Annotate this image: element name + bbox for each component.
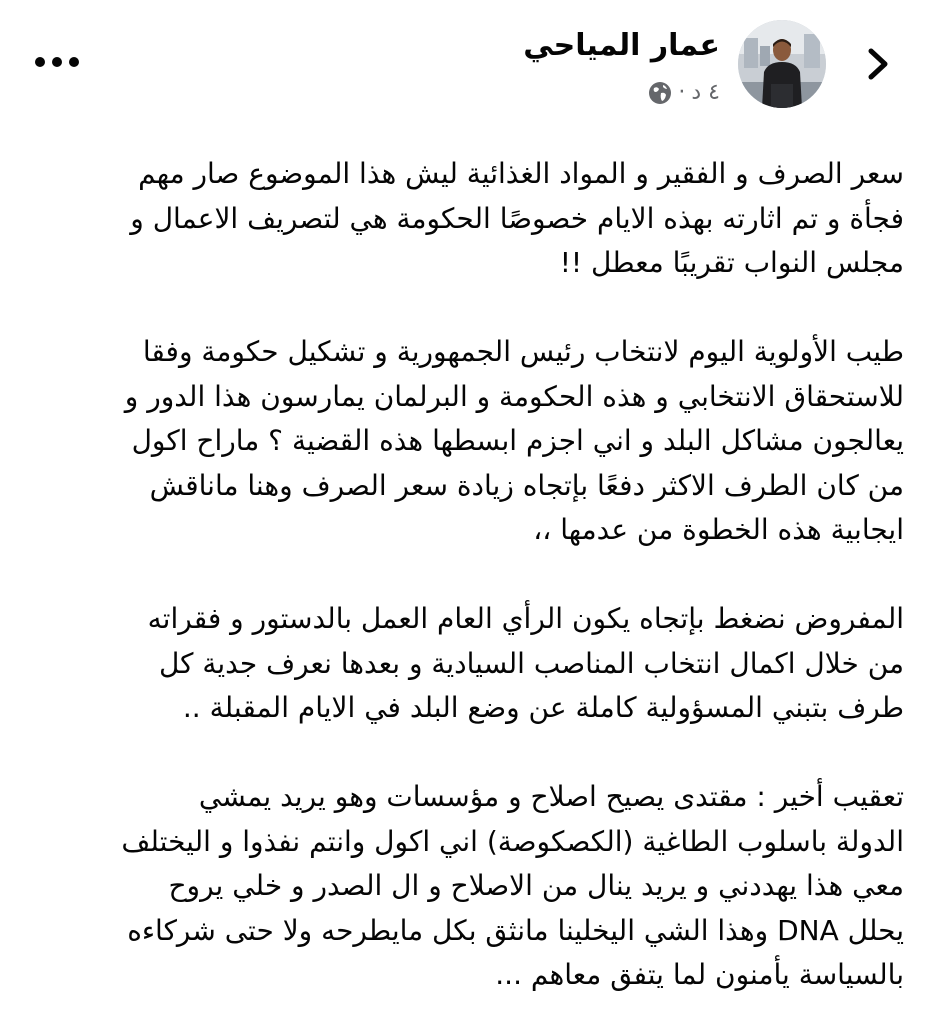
post-text-line: فجأة و تم اثارته بهذه الايام خصوصًا الحكومة هي لتصريف الاعمال و	[130, 201, 904, 235]
post-paragraph	[28, 152, 904, 286]
avatar[interactable]	[738, 20, 826, 108]
post-text-line: من كان الطرف الاكثر دفعًا بإتجاه زيادة سعر الصرف وهنا ماناقش	[149, 468, 904, 502]
avatar-photo	[738, 20, 826, 108]
post-text-line: تعقيب أخير : مقتدى يصيح اصلاح و مؤسسات وهو يريد يمشي	[198, 780, 904, 813]
chevron-right-icon	[865, 47, 891, 81]
post-text-line: سعر الصرف و الفقير و المواد الغذائية ليش هذا الموضوع صار مهم	[138, 157, 904, 190]
post-paragraph	[28, 330, 904, 553]
post-header	[0, 0, 932, 120]
post-text-line: الدولة باسلوب الطاغية (الكصكوصة) اني اكول وانتم نفذوا و اليختلف	[121, 824, 904, 858]
more-options-button[interactable]	[30, 42, 84, 82]
meta-separator: ·	[678, 80, 686, 105]
post-text-line: يعالجون مشاكل البلد و اني اجزم ابسطها هذه القضية ؟ ماراح اكول	[131, 424, 904, 457]
post-paragraph	[28, 597, 904, 731]
post-text-line: ايجابية هذه الخطوة من عدمها ،،	[533, 513, 904, 546]
post-time[interactable]: ٤ د	[691, 80, 720, 105]
post-meta	[648, 80, 720, 105]
post-text-line: مجلس النواب تقريبًا معطل !!	[559, 246, 904, 279]
post-paragraph	[28, 775, 904, 998]
back-button[interactable]	[858, 44, 898, 84]
post-text-line: بالسياسة يأمنون لما يتفق معاهم ...	[495, 958, 904, 991]
post-text-line: يحلل DNA وهذا الشي اليخلينا مانثق بكل مايطرحه ولا حتى شركاءه	[127, 913, 904, 947]
post-text-line: من خلال اكمال انتخاب المناصب السيادية و بعدها نعرف جدية كل	[158, 646, 904, 680]
more-dots-icon	[34, 56, 80, 68]
globe-icon[interactable]	[648, 81, 672, 105]
post-text-line: طيب الأولوية اليوم لانتخاب رئيس الجمهورية و تشكيل حكومة وفقا	[142, 335, 904, 368]
post-text-line: معي هذا يهددني و يريد ينال من الاصلاح و ال الصدر و خلي يروح	[168, 869, 904, 902]
author-name[interactable]: عمار المياحي	[523, 28, 720, 63]
post-body	[28, 152, 904, 998]
post-text-line: طرف بتبني المسؤولية كاملة عن وضع البلد في الايام المقبلة ..	[182, 691, 904, 724]
post-text-line: المفروض نضغط بإتجاه يكون الرأي العام العمل بالدستور و فقراته	[147, 602, 904, 635]
post-text-line: للاستحقاق الانتخابي و هذه الحكومة و البرلمان يمارسون هذا الدور و	[124, 379, 904, 413]
